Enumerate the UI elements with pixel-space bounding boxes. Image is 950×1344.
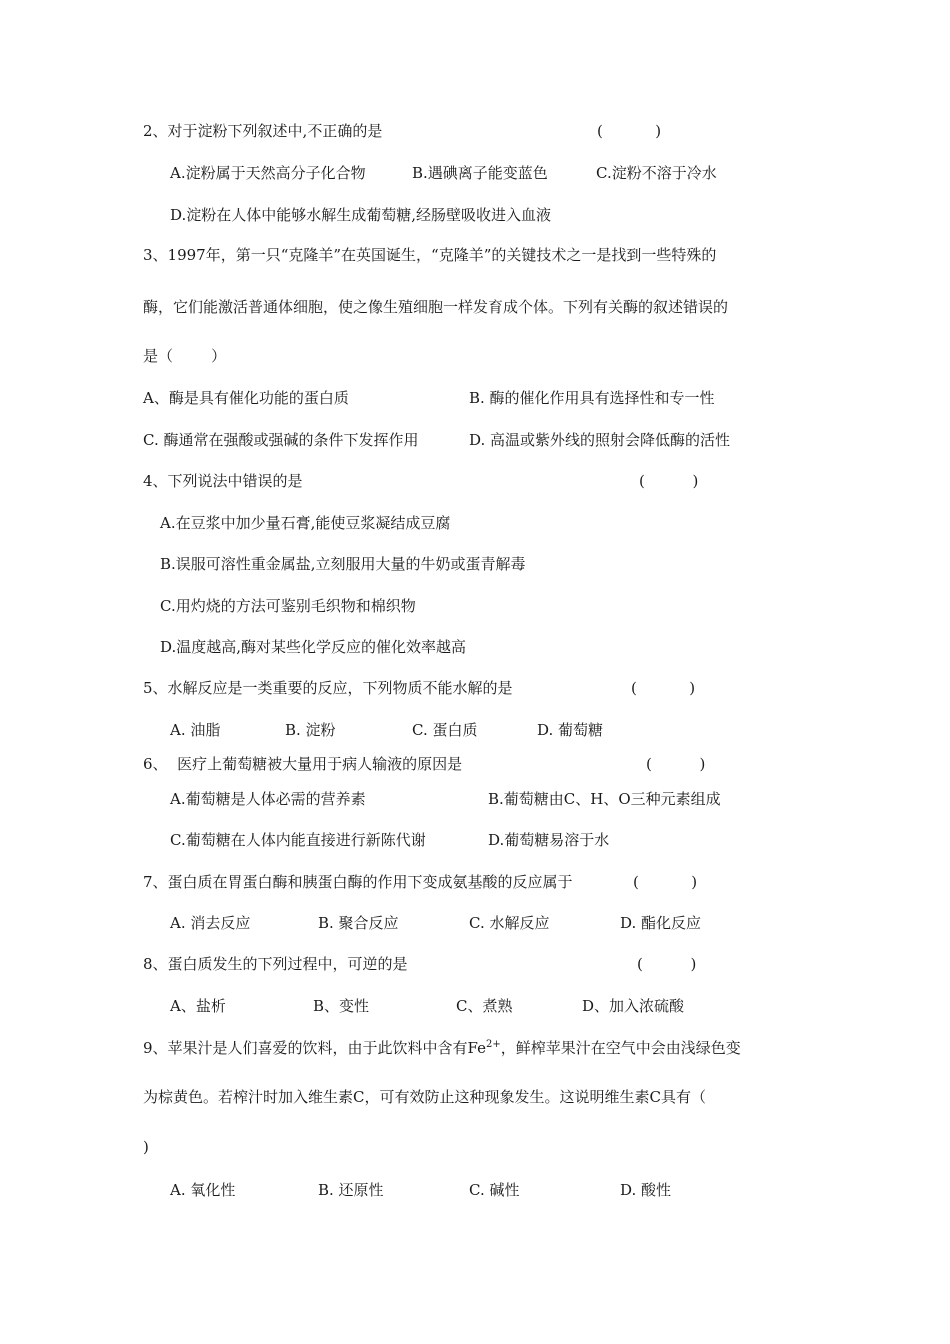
- q8-answer-bracket: ( ): [637, 955, 697, 973]
- q5-option-b: B. 淀粉: [285, 721, 336, 739]
- q9-stem-line2: 为棕黄色。若榨汁时加入维生素C，可有效防止这种现象发生。这说明维生素C具有（: [143, 1088, 706, 1106]
- q9-option-b: B. 还原性: [318, 1181, 384, 1199]
- q5-option-d: D. 葡萄糖: [537, 721, 604, 739]
- q2-option-b: B.遇碘离子能变蓝色: [412, 164, 548, 182]
- q8-stem: 8、蛋白质发生的下列过程中，可逆的是: [143, 955, 408, 973]
- q6-option-d: D.葡萄糖易溶于水: [488, 831, 610, 849]
- q3-option-c: C. 酶通常在强酸或强碱的条件下发挥作用: [143, 431, 419, 449]
- q9-ion-charge: 2+: [486, 1039, 501, 1050]
- q8-option-d: D、加入浓硫酸: [582, 997, 685, 1015]
- q4-option-a: A.在豆浆中加少量石膏,能使豆浆凝结成豆腐: [160, 514, 451, 532]
- q3-stem-line1: 3、1997年，第一只“克隆羊”在英国诞生，“克隆羊”的关键技术之一是找到一些特殊的: [143, 246, 717, 264]
- q7-stem: 7、蛋白质在胃蛋白酶和胰蛋白酶的作用下变成氨基酸的反应属于: [143, 873, 573, 891]
- q8-option-a: A、盐析: [170, 997, 226, 1015]
- q9-line1-text: 9、苹果汁是人们喜爱的饮料，由于此饮料中含有Fe: [143, 1039, 487, 1057]
- q6-answer-bracket: ( ): [646, 755, 706, 773]
- q5-answer-bracket: ( ): [631, 679, 696, 697]
- q2-option-d: D.淀粉在人体中能够水解生成葡萄糖,经肠壁吸收进入血液: [170, 206, 552, 224]
- q8-option-c: C、煮熟: [456, 997, 513, 1015]
- q9-option-c: C. 碱性: [469, 1181, 520, 1199]
- q6-option-a: A.葡萄糖是人体必需的营养素: [170, 790, 366, 808]
- q7-answer-bracket: ( ): [633, 873, 698, 891]
- q7-option-a: A. 消去反应: [170, 914, 251, 932]
- q3-option-d: D. 高温或紫外线的照射会降低酶的活性: [469, 431, 731, 449]
- q9-stem-line1: [143, 1038, 741, 1058]
- q7-option-b: B. 聚合反应: [318, 914, 399, 932]
- q3-stem-line2: 酶，它们能激活普通体细胞，使之像生殖细胞一样发育成个体。下列有关酶的叙述错误的: [143, 298, 729, 316]
- q2-option-c: C.淀粉不溶于冷水: [596, 164, 717, 182]
- q7-option-c: C. 水解反应: [469, 914, 550, 932]
- q4-option-d: D.温度越高,酶对某些化学反应的催化效率越高: [160, 638, 467, 656]
- q4-option-b: B.误服可溶性重金属盐,立刻服用大量的牛奶或蛋青解毒: [160, 555, 526, 573]
- q4-stem: 4、下列说法中错误的是: [143, 472, 303, 490]
- q3-stem-line3: 是（ ）: [143, 347, 227, 365]
- q2-stem: 2、对于淀粉下列叙述中,不正确的是: [143, 122, 383, 140]
- q2-option-a: A.淀粉属于天然高分子化合物: [170, 164, 366, 182]
- q4-option-c: C.用灼烧的方法可鉴别毛织物和棉织物: [160, 597, 416, 615]
- q5-option-c: C. 蛋白质: [412, 721, 478, 739]
- q2-answer-bracket: ( ): [597, 122, 662, 140]
- q4-answer-bracket: ( ): [639, 472, 699, 490]
- q3-option-a: A、酶是具有催化功能的蛋白质: [143, 389, 349, 407]
- q9-stem-line3: ): [143, 1138, 149, 1156]
- q8-option-b: B、变性: [313, 997, 370, 1015]
- q5-stem: 5、水解反应是一类重要的反应，下列物质不能水解的是: [143, 679, 513, 697]
- q9-line1-text-end: ，鲜榨苹果汁在空气中会由浅绿色变: [500, 1039, 741, 1057]
- q5-option-a: A. 油脂: [170, 721, 221, 739]
- q6-stem: 6、 医疗上葡萄糖被大量用于病人输液的原因是: [143, 755, 463, 773]
- q6-option-b: B.葡萄糖由C、H、O三种元素组成: [488, 790, 721, 808]
- q7-option-d: D. 酯化反应: [620, 914, 702, 932]
- q9-option-a: A. 氧化性: [170, 1181, 236, 1199]
- q3-option-b: B. 酶的催化作用具有选择性和专一性: [469, 389, 715, 407]
- q9-option-d: D. 酸性: [620, 1181, 672, 1199]
- q6-option-c: C.葡萄糖在人体内能直接进行新陈代谢: [170, 831, 426, 849]
